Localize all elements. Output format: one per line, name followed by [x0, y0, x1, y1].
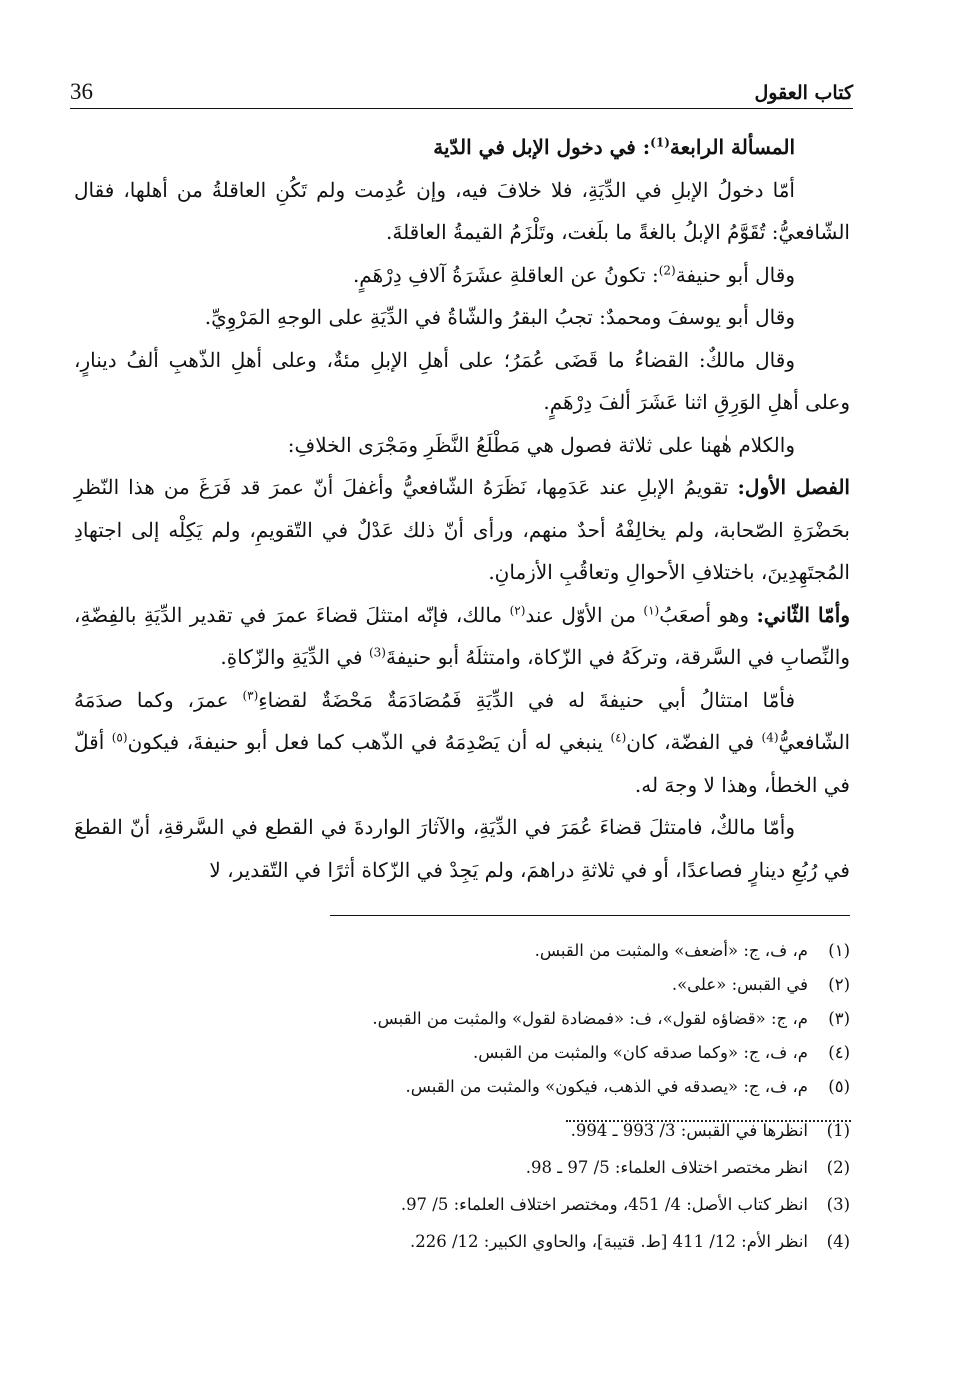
paragraph-4: وقال مالكٌ: القضاءُ ما قَضَى عُمَرُ؛ على أهلِ الإبلِ مئةٌ، وعلى أهلِ الذّهبِ ألفُ دينارٍ، وعلى أهلِ الوَرِقِ اثنا عَشَرَ ألفَ دِرْهَمٍ.: [74, 347, 850, 414]
footnote-item: (٤) م، ف، ج: «وكما صدقه كان» والمثبت من القبس.: [472, 1043, 850, 1062]
main-text: [74, 126, 850, 891]
paragraph-3: وقال أبو يوسفَ ومحمدٌ: تجبُ البقرُ والشّاةُ في الدِّيَةِ على الوجهِ المَرْوِيِّ.: [204, 305, 795, 329]
footnote-item: (٣) م، ج: «قضاؤه لقول»، ف: «فمضادة لقول» والمثبت من القبس.: [372, 1009, 850, 1028]
footnote-ref[interactable]: (١): [643, 602, 660, 617]
paragraph-9: وأمّا مالكٌ، فامتثلَ قضاءَ عُمَرَ في الدِّيَةِ، والآثارَ الواردةَ في القطع في السَّرقةِ، أنّ القطعَ في رُبُعِ دينارٍ فصاعدًا، أو في ثلاثةِ دراهمَ، ولم يَجِدْ في الزّكاة أثرًا في التّقدير، لا: [74, 815, 850, 882]
footnote-ref[interactable]: (1): [650, 135, 670, 150]
paragraph-2: وقال أبو حنيفة$^{(2)}$: تكونُ عن العاقلةِ عشَرَةُ آلافِ دِرْهَمٍ.: [352, 262, 795, 287]
paragraph-1: أمّا دخولُ الإبلِ في الدِّيَةِ، فلا خلافَ فيه، وإن عُدِمت ولم تَكُنِ العاقلةُ من أهلها، فقال الشّافعيُّ: تُقَوَّمُ الإبلُ بالغةً ما بلَغت، وتَلْزَمُ القيمةُ العاقلةَ.: [74, 177, 850, 244]
paragraph-5: والكلام هٰهنا على ثلاثة فصول هي مَطْلَعُ النَّظَرِ ومَجْرَى الخلافِ:: [287, 432, 795, 457]
footnote-ref[interactable]: (٤): [610, 730, 627, 745]
footnote-item: (4) انظر الأم: 12/ 411 [ط. قتيبة]، والحاوي الكبير: 12/ 226.: [409, 1232, 850, 1251]
footnote-ref[interactable]: (٣): [242, 687, 259, 702]
footnote-ref[interactable]: (3): [368, 645, 386, 660]
paragraph-8: فأمّا امتثالُ أبي حنيفةَ له في الدِّيَةِ فَمُصَادَمَةٌ مَحْضَةٌ لقضاءِ$^{(٣)}$ عمرَ، وكما صدَمَهُ الشّافعيُّ$^{(4)}$ في الفضّة، كان$^{(٤)}$ ينبغي له أن يَصْدِمَهُ في الذّهب كما فعل أبو حنيفةَ، فيكون$^{(٥)}$ أقلّ في الخطأ، وهذا لا وجهَ له.: [74, 687, 850, 797]
page-number: 36: [70, 79, 93, 104]
chapter-lead: الفصل الأول:: [737, 475, 850, 499]
running-title: كتاب العقول: [754, 82, 853, 104]
footnote-ref[interactable]: (2): [658, 262, 676, 277]
footnote-item: (١) م، ف، ج: «أضعف» والمثبت من القبس.: [534, 941, 850, 960]
footnote-item: (2) انظر مختصر اختلاف العلماء: 5/ 97 ـ 98.: [525, 1158, 850, 1177]
footnote-item: (3) انظر كتاب الأصل: 4/ 451، ومختصر اختلاف العلماء: 5/ 97.: [400, 1195, 850, 1214]
page-header: [70, 74, 853, 109]
footnote-ref[interactable]: (٢): [509, 602, 526, 617]
footnote-item: (٢) في القبس: «على».: [671, 975, 850, 994]
reference-footnotes: [300, 1112, 850, 1260]
footnote-item: (1) انظرها في القبس: 3/ 993 ـ 994.: [570, 1121, 850, 1140]
chapter-lead: وأمّا الثّاني:: [756, 602, 850, 627]
footnote-item: (٥) م، ف، ج: «يصدقه في الذهب، فيكون» والمثبت من القبس.: [405, 1077, 850, 1096]
footnote-ref[interactable]: (٥): [111, 730, 128, 745]
paragraph-7: وأمّا الثّاني: وهو أصعَبُ$^{(١)}$ من الأوّل عند$^{(٢)}$ مالك، فإنّه امتثلَ قضاءَ عمرَ في تقدير الدِّيَةِ بالفِضّةِ، والنِّصابِ في السَّرقة، وتركَهُ في الزّكاة، وامتثلَهُ أبو حنيفةَ$^{(3)}$ في الدِّيَةِ والزّكاةِ.: [74, 602, 850, 669]
section-title: المسألة الرابعة$^{(1)}$: في دخول الإبل في الدّية: [433, 135, 795, 159]
footnote-ref[interactable]: (4): [761, 730, 779, 745]
paragraph-6: الفصل الأول: تقويمُ الإبلِ عند عَدَمِها، نَظَرَهُ الشّافعيُّ وأغفلَ أنّ عمرَ قد فَرَغَ من هذا النّظرِ بحَضْرَةِ الصّحابة، ولم يخالِفْهُ أحدٌ منهم، ورأى أنّ ذلك عَدْلٌ في التّقويمِ، ولم يَكِلْه إلى اجتهادِ المُجتَهِدِينَ، باختلافِ الأحوالِ وتعاقُبِ الأزمانِ.: [74, 475, 851, 584]
manuscript-footnotes: [330, 915, 850, 1104]
